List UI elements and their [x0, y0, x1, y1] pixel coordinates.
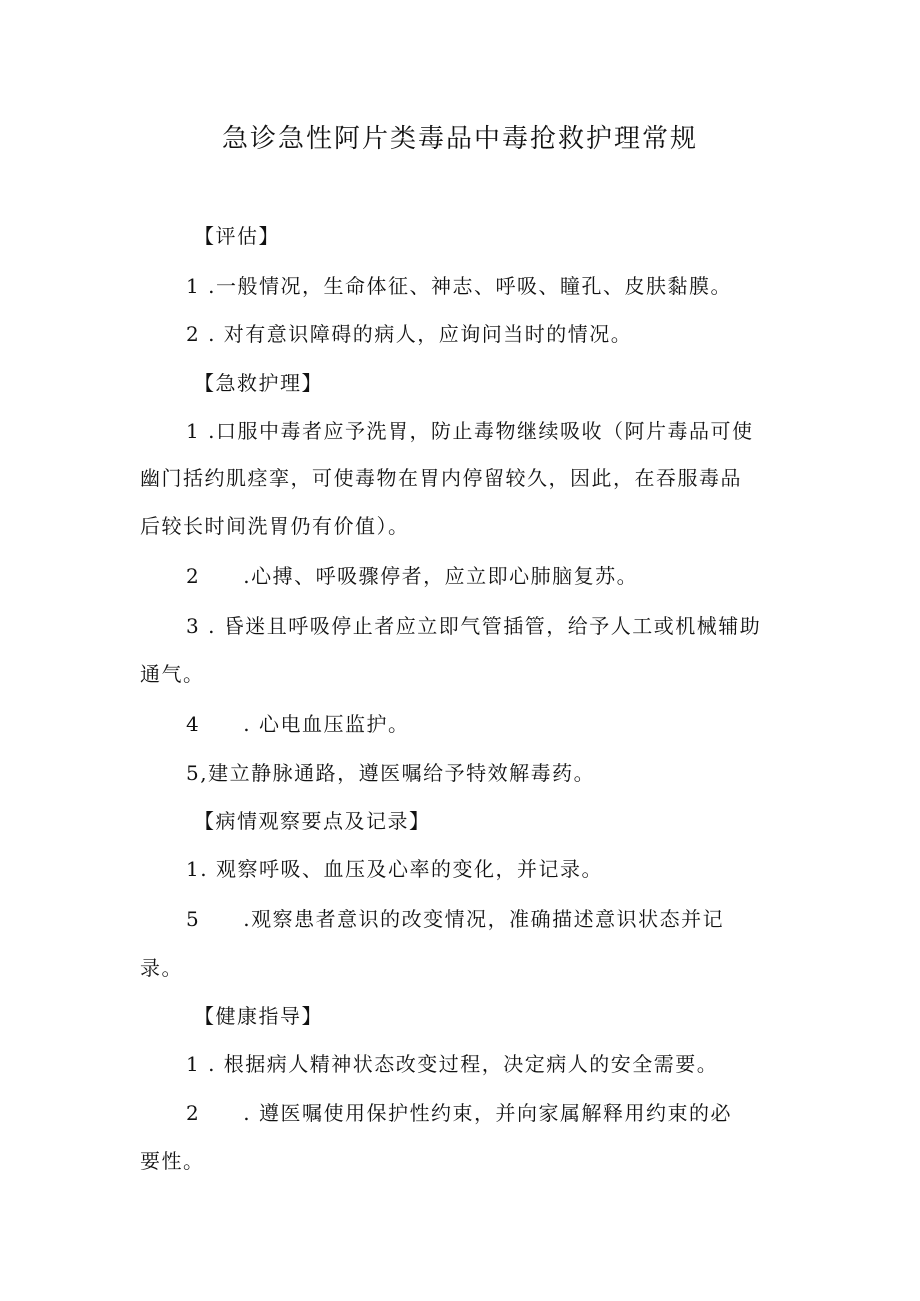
care-item-3-line-1: 3 . 昏迷且呼吸停止者应立即气管插管，给予人工或机械辅助: [186, 614, 762, 638]
guidance-item-2-line-2: 要性。: [140, 1149, 205, 1173]
care-item-1-line-2: 幽门括约肌痉挛，可使毒物在胃内停留较久，因此，在吞服毒品: [140, 466, 742, 490]
section-heading-health-guidance: 【健康指导】: [194, 1004, 323, 1028]
care-item-1-line-3: 后较长时间洗胃仍有价值）。: [140, 514, 410, 538]
assessment-item-2: 2 . 对有意识障碍的病人，应询问当时的情况。: [186, 322, 633, 346]
observation-item-2-line-1: 5 .观察患者意识的改变情况，准确描述意识状态并记: [186, 907, 725, 931]
care-item-5: 5,建立静脉通路，遵医嘱给予特效解毒药。: [186, 761, 596, 785]
guidance-item-1: 1 . 根据病人精神状态改变过程，决定病人的安全需要。: [186, 1052, 719, 1076]
guidance-item-2-line-1: 2 . 遵医嘱使用保护性约束，并向家属解释用约束的必: [186, 1101, 732, 1125]
section-heading-assessment: 【评估】: [194, 224, 280, 248]
care-item-1-line-1: 1 .口服中毒者应予洗胃，防止毒物继续吸收（阿片毒品可使: [186, 419, 754, 443]
section-heading-observation: 【病情观察要点及记录】: [194, 809, 431, 833]
assessment-item-1: 1 .一般情况，生命体征、神志、呼吸、瞳孔、皮肤黏膜。: [186, 274, 732, 298]
care-item-4: 4 . 心电血压监护。: [186, 712, 410, 736]
document-title: 急诊急性阿片类毒品中毒抢救护理常规: [221, 124, 698, 154]
observation-item-1: 1. 观察呼吸、血压及心率的变化，并记录。: [186, 857, 603, 881]
care-item-3-line-2: 通气。: [140, 662, 205, 686]
section-heading-emergency-care: 【急救护理】: [194, 371, 323, 395]
care-item-2: 2 .心搏、呼吸骤停者，应立即心肺脑复苏。: [186, 564, 639, 588]
observation-item-2-line-2: 录。: [140, 956, 183, 980]
